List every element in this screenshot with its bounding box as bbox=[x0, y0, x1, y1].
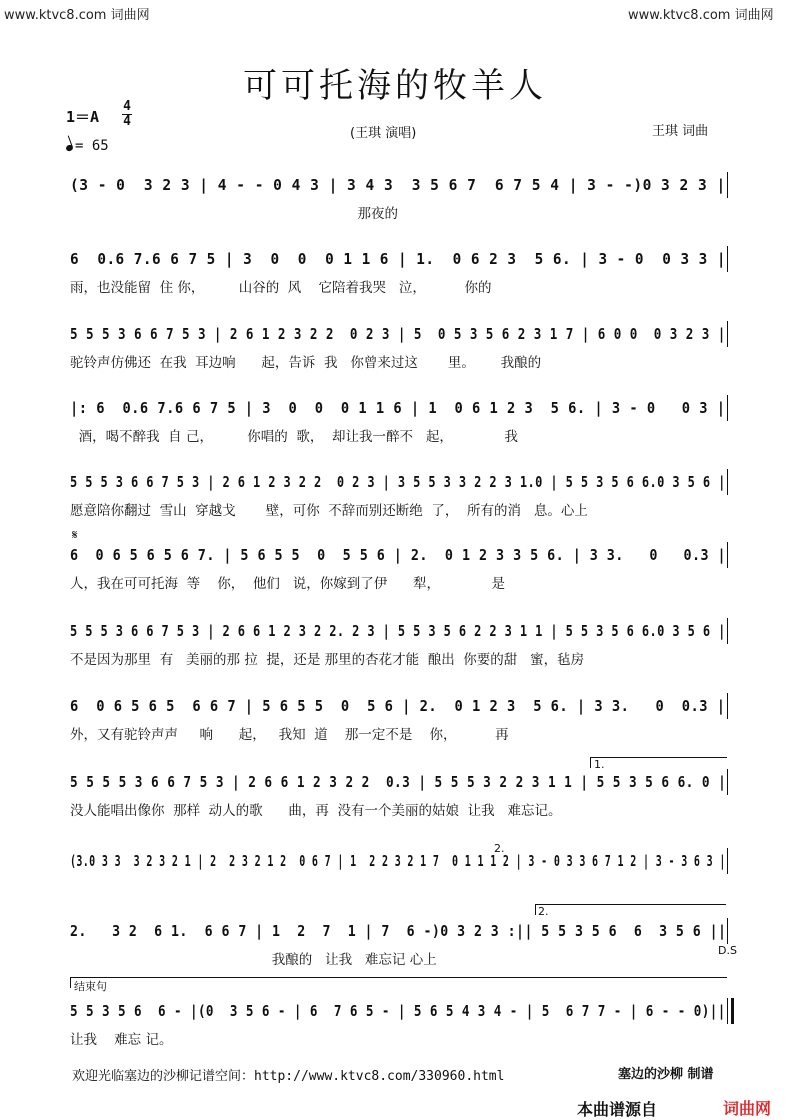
lyric-line: 那夜的 bbox=[70, 206, 399, 222]
bar-line bbox=[727, 172, 728, 198]
seconda-volta-inline-label: 2. bbox=[494, 842, 505, 855]
final-bar-line bbox=[731, 998, 734, 1024]
footer-welcome: 欢迎光临塞边的沙柳记谱空间：http://www.ktvc8.com/330960.html bbox=[72, 1069, 505, 1084]
music-line: 5 5 5 5 3 6 6 7 5 3 | 2 6 6 1 2 3 2 2 0.3 | 5 5 5 3 2 2 3 1 1 | 5 5 3 5 6 6. 0 | bbox=[70, 773, 727, 791]
source-site-logo: 词曲网 bbox=[723, 1099, 772, 1118]
music-line: 5 5 3 5 6 6 - |(0 3 5 6 - | 6 7 6 5 - | 5 6 5 4 3 4 - | 5 6 7 7 - | 6 - - 0)|| bbox=[70, 1002, 726, 1020]
lyric-line: 外，又有驼铃声声 响 起， 我知 道 那一定不是 你， 再 bbox=[70, 727, 509, 743]
music-line: |: 6 0.6 7.6 6 7 5 | 3 0 0 0 1 1 6 | 1 0 6 1 2 3 5 6. | 3 - 0 0 3 | bbox=[70, 399, 726, 417]
seconda-volta-label: 2. bbox=[538, 905, 549, 918]
music-line: 6 0.6 7.6 6 7 5 | 3 0 0 0 1 1 6 | 1. 0 6 2 3 5 6. | 3 - 0 0 3 3 | bbox=[70, 250, 727, 268]
key-signature: 1＝A bbox=[66, 108, 100, 126]
music-line: (3 - 0 3 2 3 | 4 - - 0 4 3 | 3 4 3 3 5 6 7 6 7 5 4 | 3 - -)0 3 2 3 | bbox=[70, 176, 726, 194]
song-title: 可可托海的牧羊人 bbox=[243, 66, 547, 106]
lyric-line: 没人能唱出像你 那样 动人的歌 曲，再 没有一个美丽的姑娘 让我 难忘记。 bbox=[70, 803, 562, 819]
music-line: 5 5 5 3 6 6 7 5 3 | 2 6 1 2 3 2 2 0 2 3 | 3 5 5 3 3 2 2 3 1.0 | 5 5 3 5 6 6.0 3 5 6 | bbox=[70, 473, 726, 491]
music-line: 6 0 6 5 6 5 6 6 7 | 5 6 5 5 0 5 6 | 2. 0 1 2 3 5 6. | 3 3. 0 0.3 | bbox=[70, 697, 726, 715]
source-text: 本曲谱源自 bbox=[577, 1100, 658, 1119]
coda-label: 结束句 bbox=[74, 980, 107, 993]
bar-line bbox=[727, 542, 728, 568]
quarter-note-icon bbox=[65, 144, 74, 152]
bar-line bbox=[727, 693, 728, 719]
tempo-value: = 65 bbox=[75, 138, 109, 154]
prima-volta-bracket bbox=[590, 757, 727, 768]
lyric-line: 人，我在可可托海 等 你， 他们 说，你嫁到了伊 犁， 是 bbox=[70, 576, 505, 592]
bar-line bbox=[727, 469, 728, 495]
bar-line bbox=[727, 769, 728, 795]
music-line: 5 5 5 3 6 6 7 5 3 | 2 6 6 1 2 3 2 2. 2 3 | 5 5 3 5 6 2 2 3 1 1 | 5 5 3 5 6 6.0 3 5 6 | bbox=[70, 622, 726, 640]
time-signature-bottom: 4 bbox=[123, 114, 131, 129]
bar-line bbox=[727, 321, 728, 347]
performer-credit: (王琪 演唱) bbox=[350, 126, 417, 141]
music-line: (3.0 3 3 3 2 3 2 1 | 2 2 3 2 1 2 0 6 7 | 1 2 2 3 2 1 7 0 1 1 1 2 | 3 - 0 3 3 6 7 1 2 | 3 - 3 6 3 | bbox=[70, 852, 726, 870]
bar-line bbox=[727, 395, 728, 421]
bar-line bbox=[727, 618, 728, 644]
bar-line bbox=[727, 246, 728, 272]
bar-line bbox=[727, 848, 728, 874]
music-line: 2. 3 2 6 1. 6 6 7 | 1 2 7 1 | 7 6 -)0 3 2 3 :|| 5 5 3 5 6 6 3 5 6 || bbox=[70, 922, 727, 940]
time-signature bbox=[122, 100, 132, 129]
time-signature-top: 4 bbox=[123, 99, 131, 114]
bar-line bbox=[727, 918, 728, 944]
engraver-credit: 塞边的沙柳 制谱 bbox=[618, 1067, 714, 1082]
lyric-line: 雨，也没能留 住 你， 山谷的 风 它陪着我哭 泣， 你的 bbox=[70, 280, 492, 296]
lyric-line: 我酿的 让我 难忘记 心上 bbox=[70, 952, 437, 968]
lyric-line: 驼铃声仿佛还 在我 耳边响 起，告诉 我 你曾来过这 里。 我酿的 bbox=[70, 355, 542, 371]
music-line: 5 5 5 3 6 6 7 5 3 | 2 6 1 2 3 2 2 0 2 3 | 5 0 5 3 5 6 2 3 1 7 | 6 0 0 0 3 2 3 | bbox=[70, 325, 726, 343]
segno-sign: 𝄋 bbox=[72, 528, 78, 543]
seconda-volta-bracket bbox=[535, 904, 726, 915]
ds-marking: D.S bbox=[718, 944, 737, 957]
music-line: 6 0 6 5 6 5 6 7. | 5 6 5 5 0 5 5 6 | 2. 0 1 2 3 3 5 6. | 3 3. 0 0.3 | bbox=[70, 546, 727, 564]
composer-credit: 王琪 词曲 bbox=[652, 124, 709, 139]
lyric-line: 不是因为那里 有 美丽的那 拉 提，还是 那里的杏花才能 酿出 你要的甜 蜜，毡房 bbox=[70, 652, 585, 668]
bar-line bbox=[727, 998, 728, 1024]
watermark-top-left: www.ktvc8.com 词曲网 bbox=[4, 8, 150, 23]
lyric-line: 酒，喝不醉我 自 己， 你唱的 歌， 却让我一醉不 起， 我 bbox=[70, 429, 518, 445]
prima-volta-label: 1. bbox=[594, 758, 605, 771]
coda-bracket bbox=[70, 977, 727, 988]
watermark-top-right: www.ktvc8.com 词曲网 bbox=[628, 8, 774, 23]
lyric-line: 让我 难忘 记。 bbox=[70, 1032, 173, 1048]
lyric-line: 愿意陪你翻过 雪山 穿越戈 壁，可你 不辞而别还断绝 了， 所有的消 息。心上 bbox=[70, 503, 588, 519]
tempo-mark bbox=[66, 138, 109, 154]
